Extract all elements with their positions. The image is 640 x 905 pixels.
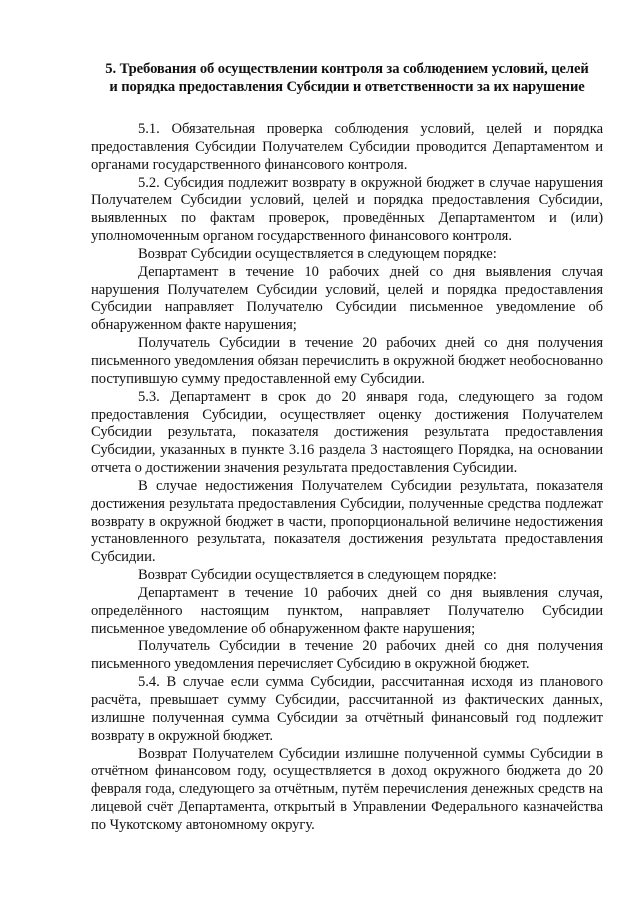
paragraph-department-notice-2: Департамент в течение 10 рабочих дней со дня выявления случая, определённого настоящим пунктом, направляет Получателю Субсидии письменное уведомление об обнаруженном факте нарушения; — [91, 584, 603, 637]
paragraph-refund-order-1: Возврат Субсидии осуществляется в следующем порядке: — [138, 245, 497, 262]
paragraph-recipient-transfer-2: Получатель Субсидии в течение 20 рабочих дней со дня получения письменного уведомления перечисляет Субсидию в окружной бюджет. — [91, 638, 603, 673]
section-title — [91, 60, 603, 96]
paragraph-5-3: 5.3. Департамент в срок до 20 января года, следующего за годом предоставления Субсидии, осуществляет оценку достижения Получателем Субсидии результата, показателя достижения результата предоставления Субсидии, указанных в пункте 3.16 раздела 3 настоящего Порядка, на основании отчета о достижении значения результата предоставления Субсидии. — [91, 388, 603, 477]
paragraph-recipient-transfer-1: Получатель Субсидии в течение 20 рабочих дней со дня получения письменного уведомления обязан перечислить в окружной бюджет необоснованно поступившую сумму предоставленной ему Субсидии. — [91, 335, 603, 387]
paragraph-non-achievement: В случае недостижения Получателем Субсидии результата, показателя достижения результата предоставления Субсидии, полученные средства подлежат возврату в окружной бюджет в части, пропорциональной величине недостижения установленного результата, показателя достижения результата предоставления Субсидии. — [91, 477, 603, 566]
document-page — [91, 60, 603, 835]
section-title-line-2: и порядка предоставления Субсидии и ответственности за их нарушение — [109, 79, 585, 95]
section-title-line-1: 5. Требования об осуществлении контроля за соблюдением условий, целей — [105, 61, 589, 77]
paragraph-department-notice-1: Департамент в течение 10 рабочих дней со дня выявления случая нарушения Получателем Субсидии условий, целей и порядка предоставления Субсидии направляет Получателю Субсидии письменное уведомление об обнаруженном факте нарушения; — [91, 263, 603, 334]
paragraph-5-4: 5.4. В случае если сумма Субсидии, рассчитанная исходя из планового расчёта, превышает сумму Субсидии, рассчитанной из фактических данных, излишне полученная сумма Субсидии за отчётный финансовый год подлежит возврату в окружной бюджет. — [91, 674, 603, 744]
paragraph-refund-order-2: Возврат Субсидии осуществляется в следующем порядке: — [138, 567, 497, 584]
paragraph-excess-refund: Возврат Получателем Субсидии излишне полученной суммы Субсидии в отчётном финансовом году, осуществляется в доход окружного бюджета до 20 февраля года, следующего за отчётным, путём перечисления денежных средств на лицевой счёт Департамента, открытый в Управлении Федерального казначейства по Чукотскому автономному округу. — [91, 745, 603, 833]
paragraph-5-2: 5.2. Субсидия подлежит возврату в окружной бюджет в случае нарушения Получателем Субсидии условий, целей и порядка предоставления Субсидии, выявленных по фактам проверок, проведённых Департаментом и (или) уполномоченным органом государственного финансового контроля. — [91, 174, 603, 245]
paragraph-5-1: 5.1. Обязательная проверка соблюдения условий, целей и порядка предоставления Субсидии Получателем Субсидии проводится Департаментом и органами государственного финансового контроля. — [91, 121, 603, 173]
